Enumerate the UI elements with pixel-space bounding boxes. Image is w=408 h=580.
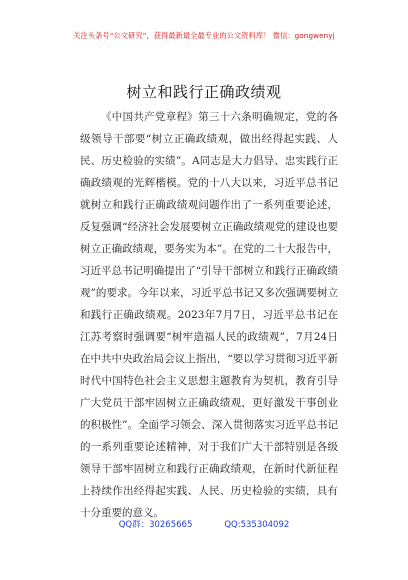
header-watermark: 关注头条号“公文研究”，获得最新最全最专业的公文资料库！ 微信：gongwenyj (73, 31, 335, 40)
body-paragraph: 《中国共产党章程》第三十六条明确规定，党的各级领导干部要“树立正确政绩观，做出经得起实践、人民、历史检验的实绩”。A同志是大力倡导、忠实践行正确政绩观的光辉楷模。党的十八大以来，习近平总书记就树立和践行正确政绩观问题作出了一系列重要论述，反复强调“经济社会发展要树立正确政绩观党的建设也要树立正确政绩观，要务实为本”。在党的二十大报告中，习近平总书记明确提出了“引导干部树立和践行正确政绩观”的要求。今年以来，习近平总书记又多次强调要树立和践行正确政绩观。2023年7月7日，习近平总书记在江苏考察时强调要“树牢造福人民的政绩观”，7月24日在中共中央政治局会议上指出，“要以学习贯彻习近平新时代中国特色社会主义思想主题教育为契机，教育引导广大党员干部牢固树立正确政绩观，更好激发干事创业的积极性”。全面学习领会、深入贯彻落实习近平总书记的一系列重要论述精神，对于我们广大干部特别是各级领导干部牢固树立和践行正确政绩观，在新时代新征程上持续作出经得起实践、人民、历史检验的实绩，具有十分重要的意义。 (80, 111, 338, 519)
document-body (80, 106, 338, 524)
document-title: 树立和践行正确政绩观 (126, 83, 282, 101)
qq-group-text: QQ群：30265665 (118, 520, 193, 530)
footer-contact (0, 518, 408, 530)
qq-number-text: QQ:535304092 (224, 520, 290, 530)
